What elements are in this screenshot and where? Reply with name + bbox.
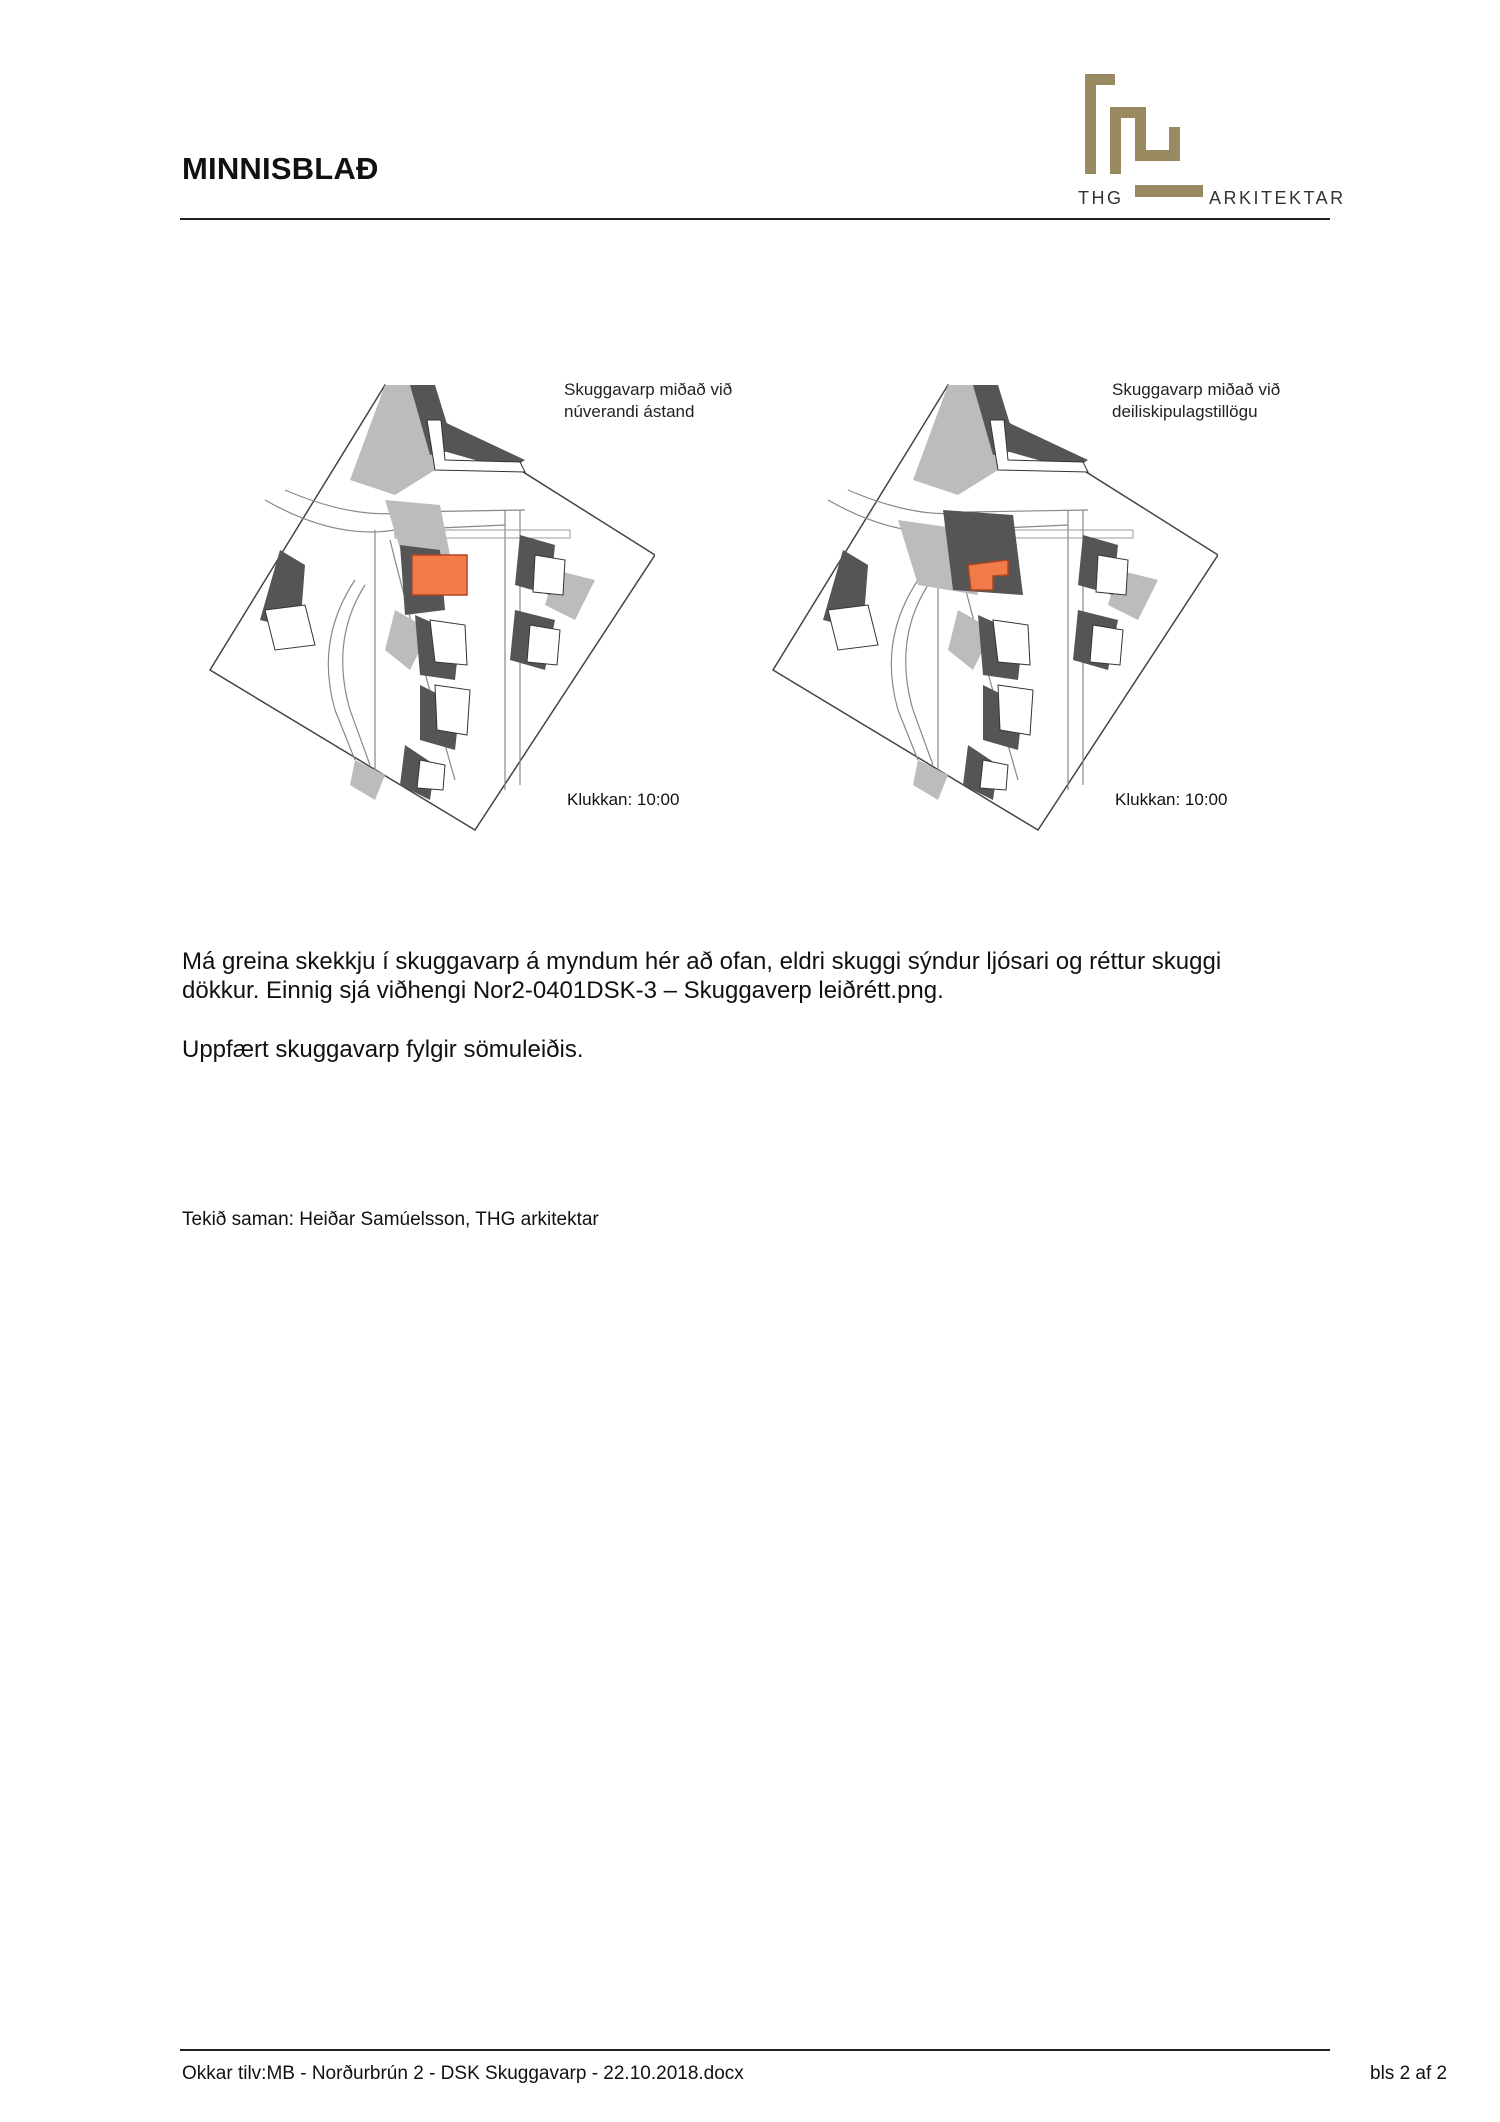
caption-line: deiliskipulagstillögu: [1112, 402, 1258, 421]
time-label: Klukkan: 10:00: [567, 790, 680, 809]
logo-text-arkitektar: ARKITEKTAR: [1209, 188, 1346, 208]
body-paragraph: [182, 947, 1322, 1005]
caption-line: núverandi ástand: [564, 402, 695, 421]
logo-mark-icon: [1085, 74, 1203, 197]
paragraph-line: dökkur. Einnig sjá viðhengi Nor2-0401DSK-3 – Skuggaverp leiðrétt.png.: [182, 977, 944, 1004]
body-paragraph: Uppfært skuggavarp fylgir sömuleiðis.: [182, 1036, 584, 1063]
shadow-map-proposal: [768, 380, 1218, 840]
shadow-map-existing: [205, 380, 655, 840]
footer-reference: Okkar tilv:MB - Norðurbrún 2 - DSK Skuggavarp - 22.10.2018.docx: [182, 2063, 744, 2084]
page-number: bls 2 af 2: [1370, 2063, 1448, 2084]
page-title: MINNISBLAÐ: [182, 151, 379, 186]
caption-line: Skuggavarp miðað við: [1112, 380, 1281, 399]
caption-line: Skuggavarp miðað við: [564, 380, 733, 399]
time-label: Klukkan: 10:00: [1115, 790, 1228, 809]
signed-by: Tekið saman: Heiðar Samúelsson, THG arkitektar: [182, 1209, 599, 1230]
paragraph-line: Má greina skekkju í skuggavarp á myndum hér að ofan, eldri skuggi sýndur ljósari og réttur skuggi: [182, 948, 1222, 975]
logo-text-thg: THG: [1078, 188, 1124, 208]
footer-divider: [180, 2049, 1330, 2051]
header-divider: [180, 218, 1330, 220]
